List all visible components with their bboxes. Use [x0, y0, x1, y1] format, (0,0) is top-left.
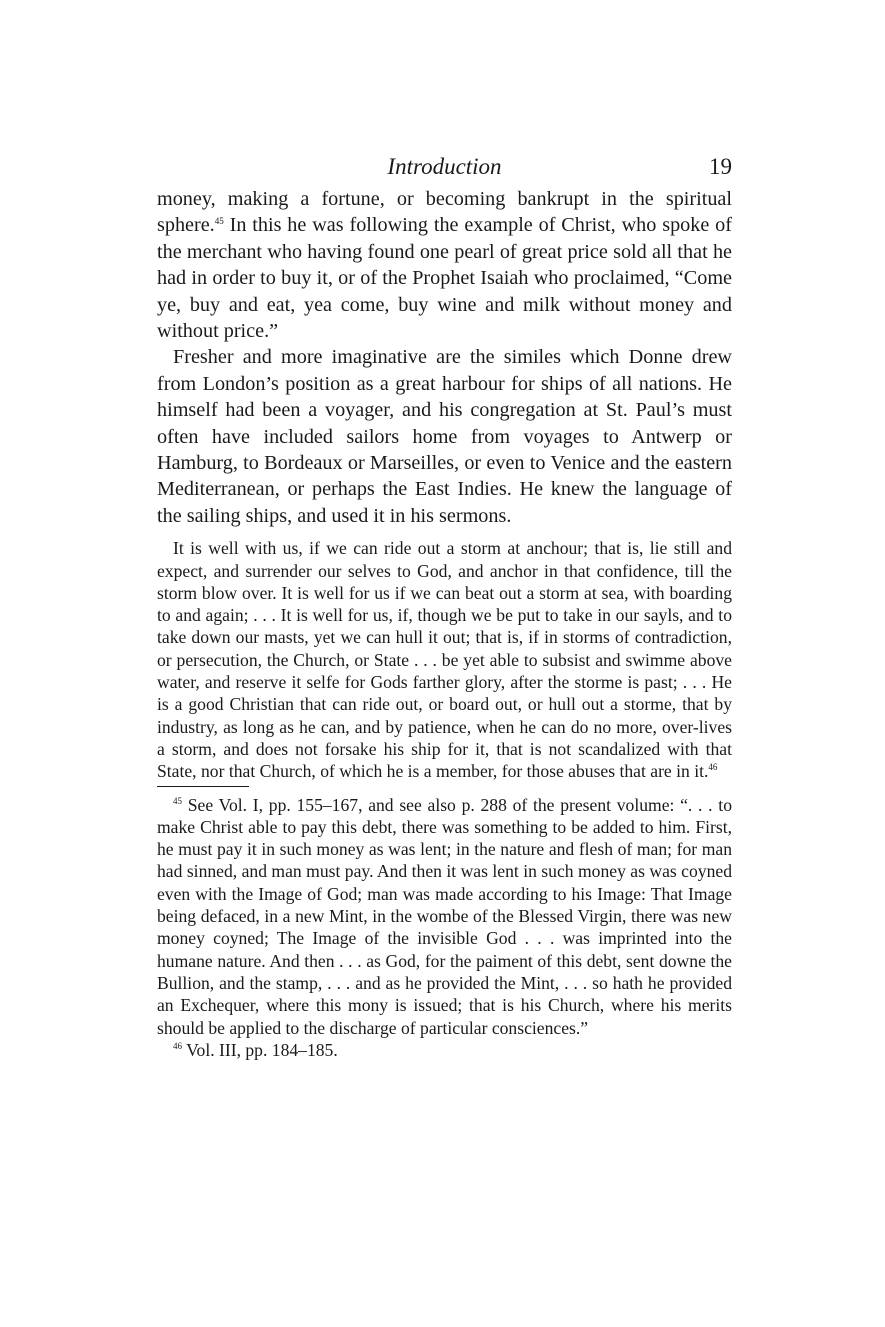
quotation-text: It is well with us, if we can ride out a storm at anchour; that is, lie still and expect, and surrender our selves to God, and anchor in that confidence, till the storm blow over. It is well for us if we can beat out a storm at sea, with boarding to and again; . . . It is well for us, if, though we be put to take in our sayls, and to take down our masts, yet we can hull it out; that is, if in storms of contradiction, or persecution, the Church, or State . . . be yet able to subsist and swimme above water, and reserve it selfe for Gods farther glory, after the storme is past; . . . He is a good Christian that can ride out, or board out, or hull out a storme, that by industry, as long as he can, and by patience, when he can do no more, over-lives a storm, and does not forsake his ship for it, that is not scandalized with that State, nor that Church, of which he is a member, for those abuses that are in it.	[157, 538, 732, 782]
footnote-reference-46[interactable]: 46	[708, 762, 718, 773]
footnote-46	[157, 1039, 732, 1061]
footnote-divider	[157, 786, 249, 787]
book-page	[157, 152, 732, 1061]
footnote-45	[157, 794, 732, 1039]
footnote-marker: 46	[173, 1040, 182, 1051]
body-paragraph-1	[157, 186, 732, 344]
footnote-text: Vol. III, pp. 184–185.	[186, 1039, 338, 1060]
page-number: 19	[709, 154, 732, 179]
paragraph-text: In this he was following the example of Christ, who spoke of the merchant who having found one pearl of great price sold all that he had in order to buy it, or of the Prophet Isaiah who proclaimed, “Come ye, buy and eat, yea come, buy wine and milk without money and without price.”	[157, 214, 732, 343]
running-head	[157, 152, 732, 186]
paragraph-text: money, making a fortune, or becoming bankrupt in the spiritual sphere.	[157, 188, 732, 237]
footnote-reference-45[interactable]: 45	[214, 216, 224, 227]
body-paragraph-2: Fresher and more imaginative are the similes which Donne drew from London’s position as a great harbour for ships of all nations. He himself had been a voyager, and his congregation at St. Paul’s must often have included sailors home from voyages to Antwerp or Hamburg, to Bordeaux or Marseilles, or even to Venice and the eastern Mediterranean, or perhaps the East Indies. He knew the language of the sailing ships, and used it in his sermons.	[157, 346, 732, 527]
footnote-text: See Vol. I, pp. 155–167, and see also p. 288 of the present volume: “. . . to make Christ able to pay this debt, there was something to be added to him. First, he must pay it in such money as was lent; in the nature and flesh of man; for man had sinned, and man must pay. And then it was lent in such money as was coyned even with the Image of God; man was made according to his Image: That Image being defaced, in a new Mint, in the wombe of the Blessed Virgin, there was new money coyned; The Image of the invisible God . . . was imprinted into the humane nature. And then . . . as God, for the paiment of this debt, sent downe the Bullion, and the stamp, . . . and as he provided the Mint, . . . so hath he provided an Exchequer, where this mony is issued; that is his Church, where his merits should be applied to the discharge of particular consciences.”	[157, 794, 732, 1038]
footnote-marker: 45	[173, 795, 182, 806]
block-quotation	[157, 537, 732, 782]
chapter-title: Introduction	[387, 154, 502, 179]
